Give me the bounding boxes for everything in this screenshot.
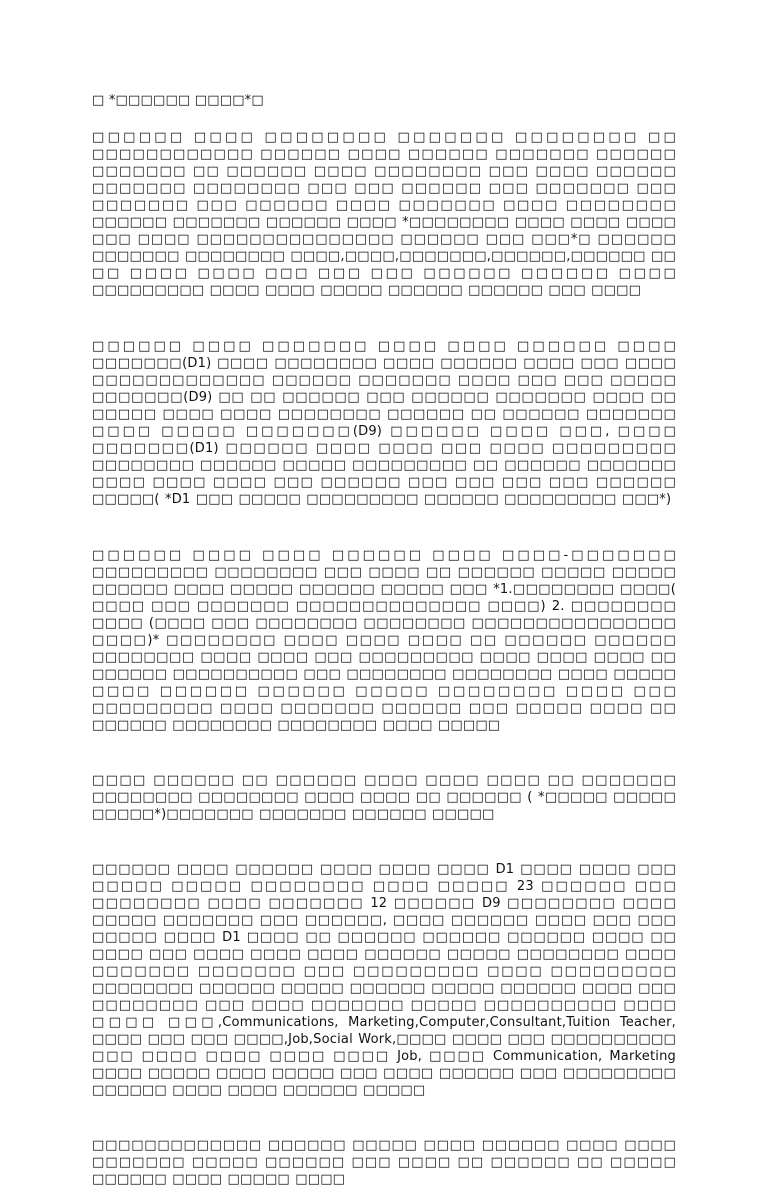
paragraph-2: □□□□□□ □□□□ □□□□□□□ □□□□ □□□□ □□□□□□ □□□□ □□□□□□□(D1) □□□□ □□□□□□□□ □□□□ □□□□□□ □□□□ □□□ □□□□ □□□□□□□□□□□□□ □□□□□□ □□□□□□□ □□□□ □□□ □□□ □□□□□ □□□□□□□(D9) □□ □□ □□□□□□ □□□ □□□□□□ □□□□□□□ □□□□ □□ □□□□□ □□□□ □□□□ □□□□□□□□ □□□□□□ □□ □□□□□□ □□□□□□□ □□□□ □□□□□ □□□□□□□(D9) □□□□□□ □□□□ □□□, □□□□ □□□□□□□(D1) □□□□□□ □□□□ □□□□ □□□ □□□□ □□□□□□□□□ □□□□□□□□ □□□□□□ □□□□□ □□□□□□□□□ □□ □□□□□□ □□□□□□□ □□□□ □□□□ □□□□ □□□ □□□□□□ □□□ □□□ □□□ □□□ □□□□□□ □□□□□( *D1 □□□ □□□□□ □□□□□□□□□ □□□□□□ □□□□□□□□□ □□□*) [92, 339, 676, 507]
paragraph-6: □□□□□□□□□□□□□ □□□□□□ □□□□□ □□□□ □□□□□□ □□□□ □□□□ □□□□□□□ □□□□□ □□□□□□ □□□ □□□□ □□ □□□□□□ □□ □□□□□ □□□□□□ □□□□ □□□□□ □□□□ [92, 1138, 676, 1187]
paragraph-1: □□□□□□ □□□□ □□□□□□□□ □□□□□□□ □□□□□□□□ □□ □□□□□□□□□□□□ □□□□□□ □□□□ □□□□□□ □□□□□□□ □□□□□□ □□□□□□□ □□ □□□□□□ □□□□ □□□□□□□□ □□□ □□□□ □□□□□□ □□□□□□□ □□□□□□□□ □□□ □□□ □□□□□□ □□□ □□□□□□□ □□□ □□□□□□□ □□□ □□□□□□ □□□□ □□□□□□□ □□□□ □□□□□□□□ □□□□□□ □□□□□□□ □□□□□□ □□□□ *□□□□□□□□ □□□□ □□□□ □□□□ □□□ □□□□ □□□□□□□□□□□□□□□ □□□□□□ □□□ □□□*□ □□□□□□ □□□□□□□ □□□□□□□□ □□□□,□□□□,□□□□□□□,□□□□□□,□□□□□□ □□ □□ □□□□ □□□□ □□□ □□□ □□□ □□□□□□ □□□□□□ □□□□ □□□□□□□□□ □□□□ □□□□ □□□□□ □□□□□□ □□□□□□ □□□ □□□□ [92, 130, 676, 298]
paragraph-5: □□□□□□ □□□□ □□□□□□ □□□□ □□□□ □□□□ D1 □□□□ □□□□ □□□ □□□□□ □□□□□ □□□□□□□□ □□□□ □□□□□ 23 □□□□□□ □□□ □□□□□□□□ □□□□ □□□□□□□ 12 □□□□□□ D9 □□□□□□□□ □□□□ □□□□□ □□□□□□□ □□□ □□□□□□, □□□□ □□□□□□ □□□□ □□□ □□□ □□□□□ □□□□ D1 □□□□ □□ □□□□□□ □□□□□□ □□□□□□ □□□□ □□ □□□□ □□□ □□□□ □□□□ □□□□ □□□□□□ □□□□□ □□□□□□□□ □□□□ □□□□□□□ □□□□□□□ □□□ □□□□□□□□□ □□□□ □□□□□□□□□ □□□□□□□□ □□□□□□ □□□□□ □□□□□□ □□□□□ □□□□□□ □□□□ □□□ □□□□□□□□ □□□ □□□□ □□□□□□□ □□□□□ □□□□□□□□□□ □□□□ □□□□ □□□,Communications, Marketing,Computer,Consultant,Tuition Teacher, □□□□ □□□ □□□ □□□□,Job,Social Work,□□□□ □□□□ □□□ □□□□□□□□□□ □□□ □□□□ □□□□ □□□□ □□□□ Job, □□□□ Communication, Marketing □□□□ □□□□□ □□□□ □□□□□ □□□ □□□□ □□□□□□ □□□ □□□□□□□□□ □□□□□□ □□□□ □□□□ □□□□□□ □□□□□ [92, 862, 676, 1098]
paragraph-4: □□□□ □□□□□□ □□ □□□□□□ □□□□ □□□□ □□□□ □□ □□□□□□□ □□□□□□□□ □□□□□□□□ □□□□ □□□□ □□ □□□□□□ ( *□□□□□ □□□□□ □□□□□*)□□□□□□□ □□□□□□□ □□□□□□ □□□□□ [92, 773, 676, 822]
paragraph-3: □□□□□□ □□□□ □□□□ □□□□□□ □□□□ □□□□-□□□□□□□ □□□□□□□□□ □□□□□□□□ □□□ □□□□ □□ □□□□□□ □□□□□ □□□□□ □□□□□□ □□□□ □□□□□ □□□□□□ □□□□□ □□□ *1.□□□□□□□□ □□□□( □□□□ □□□ □□□□□□□ □□□□□□□□□□□□□□ □□□□) 2. □□□□□□□□ □□□□ (□□□□ □□□ □□□□□□□□ □□□□□□□□ □□□□□□□□□□□□□□□□ □□□□)* □□□□□□□□ □□□□ □□□□ □□□□ □□ □□□□□□ □□□□□□ □□□□□□□□ □□□□ □□□□ □□□ □□□□□□□□□ □□□□ □□□□ □□□□ □□ □□□□□□ □□□□□□□□□□ □□□ □□□□□□□□ □□□□□□□□ □□□□ □□□□□ □□□□ □□□□□□ □□□□□□ □□□□□ □□□□□□□□ □□□□ □□□ □□□□□□□□□ □□□□ □□□□□□□ □□□□□□ □□□ □□□□□ □□□□ □□ □□□□□□ □□□□□□□□ □□□□□□□□ □□□□ □□□□□ [92, 548, 676, 733]
document-heading: □ *□□□□□□ □□□□*□ [92, 93, 264, 108]
